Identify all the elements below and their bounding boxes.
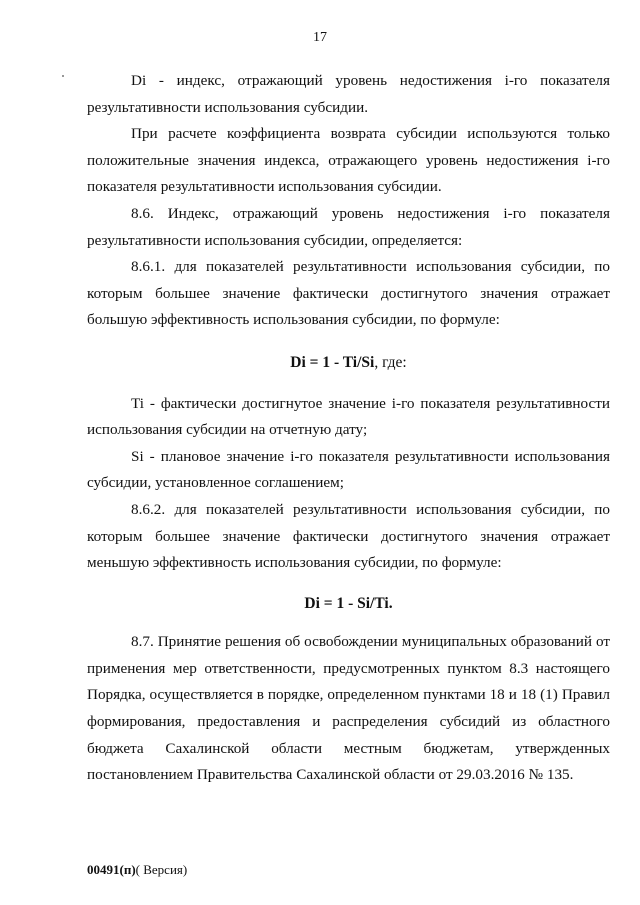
footer-code: 00491(п) xyxy=(87,862,136,877)
paragraph-di-definition: Di - индекс, отражающий уровень недостижения i-го показателя результативности использования субсидии. xyxy=(87,72,610,116)
paragraph-positive-values: При расчете коэффициента возврата субсидии используются только положительные значения индекса, отражающего уровень недостижения i-го показателя результативности использования субсидии. xyxy=(87,125,610,196)
formula-1-expression: Di = 1 - Ti/Si xyxy=(290,353,375,371)
paragraph-si-definition: Si - плановое значение i-го показателя результативности использования субсидии, установленное соглашением; xyxy=(87,447,610,492)
paragraph-8-6-2: 8.6.2. для показателей результативности использования субсидии, по которым большее значение фактически достигнутого значения отражает меньшую эффективность использования субсидии, по формуле: xyxy=(87,500,610,572)
formula-1-suffix: , где: xyxy=(374,353,407,371)
paragraph-8-7: 8.7. Принятие решения об освобождении муниципальных образований от применения мер ответственности, предусмотренных пунктом 8.3 настоящего Порядка, осуществляется в порядке, определенном пунктами 18 и 18 (1) Правил формирования, предоставления и распределения субсидий из областного бюджета Сахалинской области местным бюджетам, утвержденных постановлением Правительства Сахалинской области от 29.03.2016 № 135. xyxy=(87,633,610,784)
document-footer xyxy=(87,862,187,878)
formula-1 xyxy=(87,350,610,377)
footer-version: ( Версия) xyxy=(135,862,188,877)
formula-2 xyxy=(87,591,610,618)
formula-2-expression: Di = 1 - Si/Ti xyxy=(304,594,389,612)
page-number: 17 xyxy=(313,30,327,45)
paragraph-ti-definition: Ti - фактически достигнутое значение i-го показателя результативности использования субсидии на отчетную дату; xyxy=(87,394,610,439)
paragraph-8-6: 8.6. Индекс, отражающий уровень недостижения i-го показателя результативности использования субсидии, определяется: xyxy=(87,204,610,249)
formula-2-suffix: . xyxy=(388,594,393,612)
paragraph-8-6-1: 8.6.1. для показателей результативности использования субсидии, по которым большее значение фактически достигнутого значения отражает большую эффективность использования субсидии, по формуле: xyxy=(87,258,610,329)
document-body xyxy=(87,68,610,789)
scan-speck xyxy=(62,75,64,77)
